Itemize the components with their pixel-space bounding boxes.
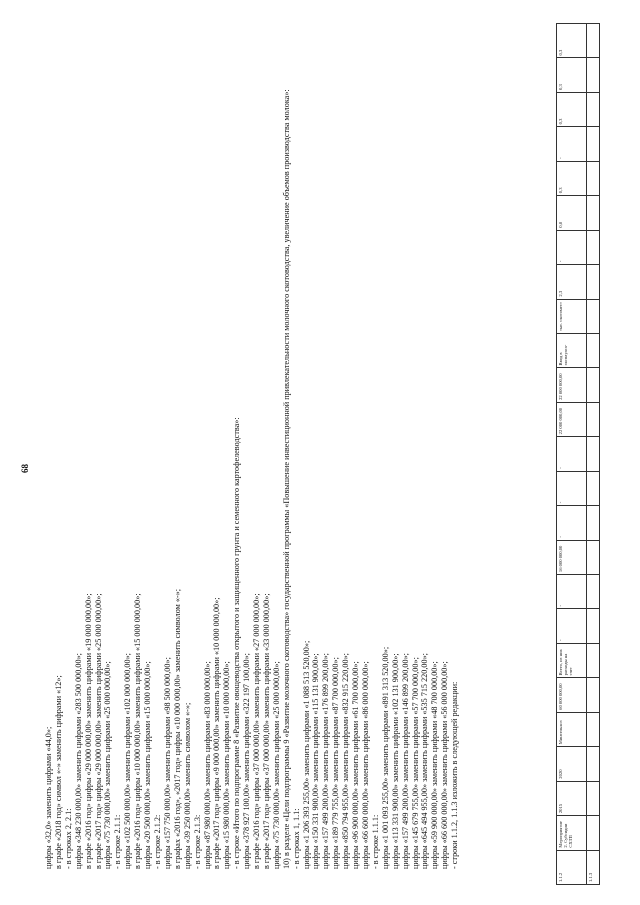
table-cell [586,437,599,471]
document-line: цифры «145 679 755,00» заменить цифрами «57 700 000,00»; [410,657,420,869]
document-line: цифры «150 331 900,00» заменить цифрами «115 131 900,00»; [311,653,321,869]
document-line: цифры «87 980 000,00» заменить цифрами «83 000 000,00»; [202,661,212,869]
table-cell [586,58,599,92]
document-line: цифры «348 230 000,00» заменить цифрами «283 500 000,00»; [73,653,83,869]
table-row [586,24,599,885]
table-cell [586,471,599,505]
table-cell: - [557,437,587,471]
document-line: цифры «645 494 955,00» заменить цифрами «535 715 220,00»; [420,653,430,869]
table-cell: 2015 [557,781,587,815]
document-line: в графе «2017 год» цифры «37 000 000,00» заменить цифрами «33 000 000,00»; [261,593,271,869]
document-line: в графе «2017 год» цифры «9 000 000,00» заменить цифрами «10 000 000,00»; [212,597,222,869]
table-cell: 1.1.3 [586,850,599,884]
document-line: в графах «2016 год», «2017 год» цифры «10 000 000,00» заменить символом «-»; [172,588,182,869]
document-line: цифры «157 750 000,00» заменить цифрами «98 500 000,00»; [162,657,172,869]
document-line: - в строке 1.1.1: [370,814,380,869]
document-line: цифры «39 250 000,00» заменить символом «-»; [182,702,192,869]
document-line: - в строке 2.1.1: [113,814,123,869]
table-cell [586,265,599,299]
document-line: цифры «189 779 755,00» заменить цифрами «87 700 000,00»; [331,657,341,869]
document-line: цифры «850 794 955,00» заменить цифрами «832 915 220,00»; [341,653,351,869]
document-line: цифры «113 331 900,00» заменить цифрами «102 131 900,00»; [390,653,400,869]
amendment-table [556,23,600,885]
table-cell: 0,3 [557,92,587,126]
document-line: - в строках 1, 1.1: [291,808,301,869]
table-cell [586,24,599,59]
document-line: цифры «15 980 000,00» заменить цифрами «10 000 000,00»; [222,661,232,869]
table-cell: - [557,506,587,540]
table-cell [586,609,599,643]
table-cell [586,816,599,850]
document-line: цифры «66 600 000,00» заменить цифрами «86 000 000,00»; [361,661,370,869]
amendment-lines-group-1 [44,19,282,869]
table-cell [586,161,599,195]
document-line: - в строке 2.1.3: [192,814,202,869]
table-cell [586,92,599,126]
document-line: цифры «1 206 393 255,00» заменить цифрами «1 088 513 520,00»; [301,640,311,869]
table-cell: 22 000 000,00 [557,402,587,436]
document-line: в графе «2016 год» цифры «29 000 000,00» заменить цифрами «19 000 000,00»; [83,593,93,869]
page-number: 68 [20,464,30,473]
table-cell: - [557,575,587,609]
document-line: - в строках 2, 2.1: [63,808,73,869]
table-cell: 0,3 [557,58,587,92]
table-cell: Минсельхоз [557,712,587,746]
table-row [557,24,587,885]
document-line: - в строке 2.1.2: [152,814,162,869]
table-cell: Ввод в эксплуата- [557,334,587,368]
table-cell: Мероприятие 2. Субсидии СХТП [557,816,587,850]
document-line: цифры «75 730 000,00» заменить цифрами «25 000 000,00»; [103,661,113,869]
table-cell [586,230,599,264]
table-cell [586,368,599,402]
document-body [44,19,460,869]
document-line: - в строке «Итого по подпрограмме 8 «Развитие овощеводства открытого и защищенного грунта и семенного картофелеводства»: [232,417,242,869]
section-paragraph: 10) в разделе «Цели подпрограммы 9 «Развитие молочного скотоводства» государственной программы «Повышение инвестиционной привлекательности молочного скотоводства, увеличение объемов производства молока»: [281,89,291,869]
table-cell: 22 000 000,00 [557,368,587,402]
document-line: цифры «66 600 000,00» заменить цифрами «56 000 000,00»; [440,661,450,869]
table-cell [586,575,599,609]
table-cell [586,712,599,746]
document-line: в графе «2017 год» цифры «29 000 000,00» заменить цифрами «25 000 000,00»; [93,593,103,869]
table-cell: - [557,230,587,264]
table-cell [586,334,599,368]
document-line: цифры «59 900 000,00» заменить цифрами «48 700 000,00»; [430,661,440,869]
table-cell: 60 000 000,00 [557,678,587,712]
table-cell: Всего, из них расходы на счет [557,643,587,677]
document-line: - строки 1.1.2, 1.1.3 изложить в следующей редакции: [450,681,460,869]
table-cell [586,747,599,781]
table-cell: - [557,471,587,505]
table-cell: - [557,127,587,161]
document-line: цифры «96 900 000,00» заменить цифрами «61 700 000,00»; [351,661,361,869]
document-line: цифры «1 001 093 255,00» заменить цифрами «891 313 520,00»; [380,646,390,869]
document-line: цифры «75 730 000,00» заменить цифрами «25 000 000,00»; [271,661,281,869]
document-line: цифры «157 499 200,00» заменить цифрами «176 899 200,00»; [321,653,331,869]
table-cell [586,196,599,230]
document-line: цифры «157 499 200,00» заменить цифрами «146 899 200,00»; [400,653,410,869]
table-cell: 0,8 [557,196,587,230]
document-line: цифры «102 500 000,00» заменить цифрами «102 000 000,00»; [123,653,133,869]
table-cell [586,678,599,712]
table-cell: 0,3 [557,161,587,195]
table-cell [586,506,599,540]
table-cell [586,540,599,574]
table-cell: 2020 [557,747,587,781]
table-cell: 2,3 [557,265,587,299]
document-line: цифры «20 500 000,00» заменить цифрами «15 000 000,00»; [143,661,153,869]
amendment-lines-group-2 [292,19,460,869]
table-cell: 1.1.2 [557,850,587,884]
table-cell: 16 000 000,00 [557,540,587,574]
document-line: в графе «2018 год» символ «-» заменить цифрами «12»; [53,675,63,869]
table-cell [586,781,599,815]
table-cell: тыс. скотомест [557,299,587,333]
table-cell [586,643,599,677]
table-cell: - [557,609,587,643]
document-line: в графе «2016 год» цифры «37 000 000,00» заменить цифрами «27 000 000,00»; [252,593,262,869]
table-cell [586,299,599,333]
document-line: цифры «378 927 100,00» заменить цифрами «322 197 100,00»; [242,653,252,869]
table-cell [586,127,599,161]
table-cell: 0,3 [557,24,587,59]
document-line: в графе «2016 год» цифры «10 000 000,00» заменить цифрами «15 000 000,00»; [133,593,143,869]
table-cell [586,402,599,436]
document-line: цифры «32,0» заменить цифрами «44,0»; [44,726,53,869]
